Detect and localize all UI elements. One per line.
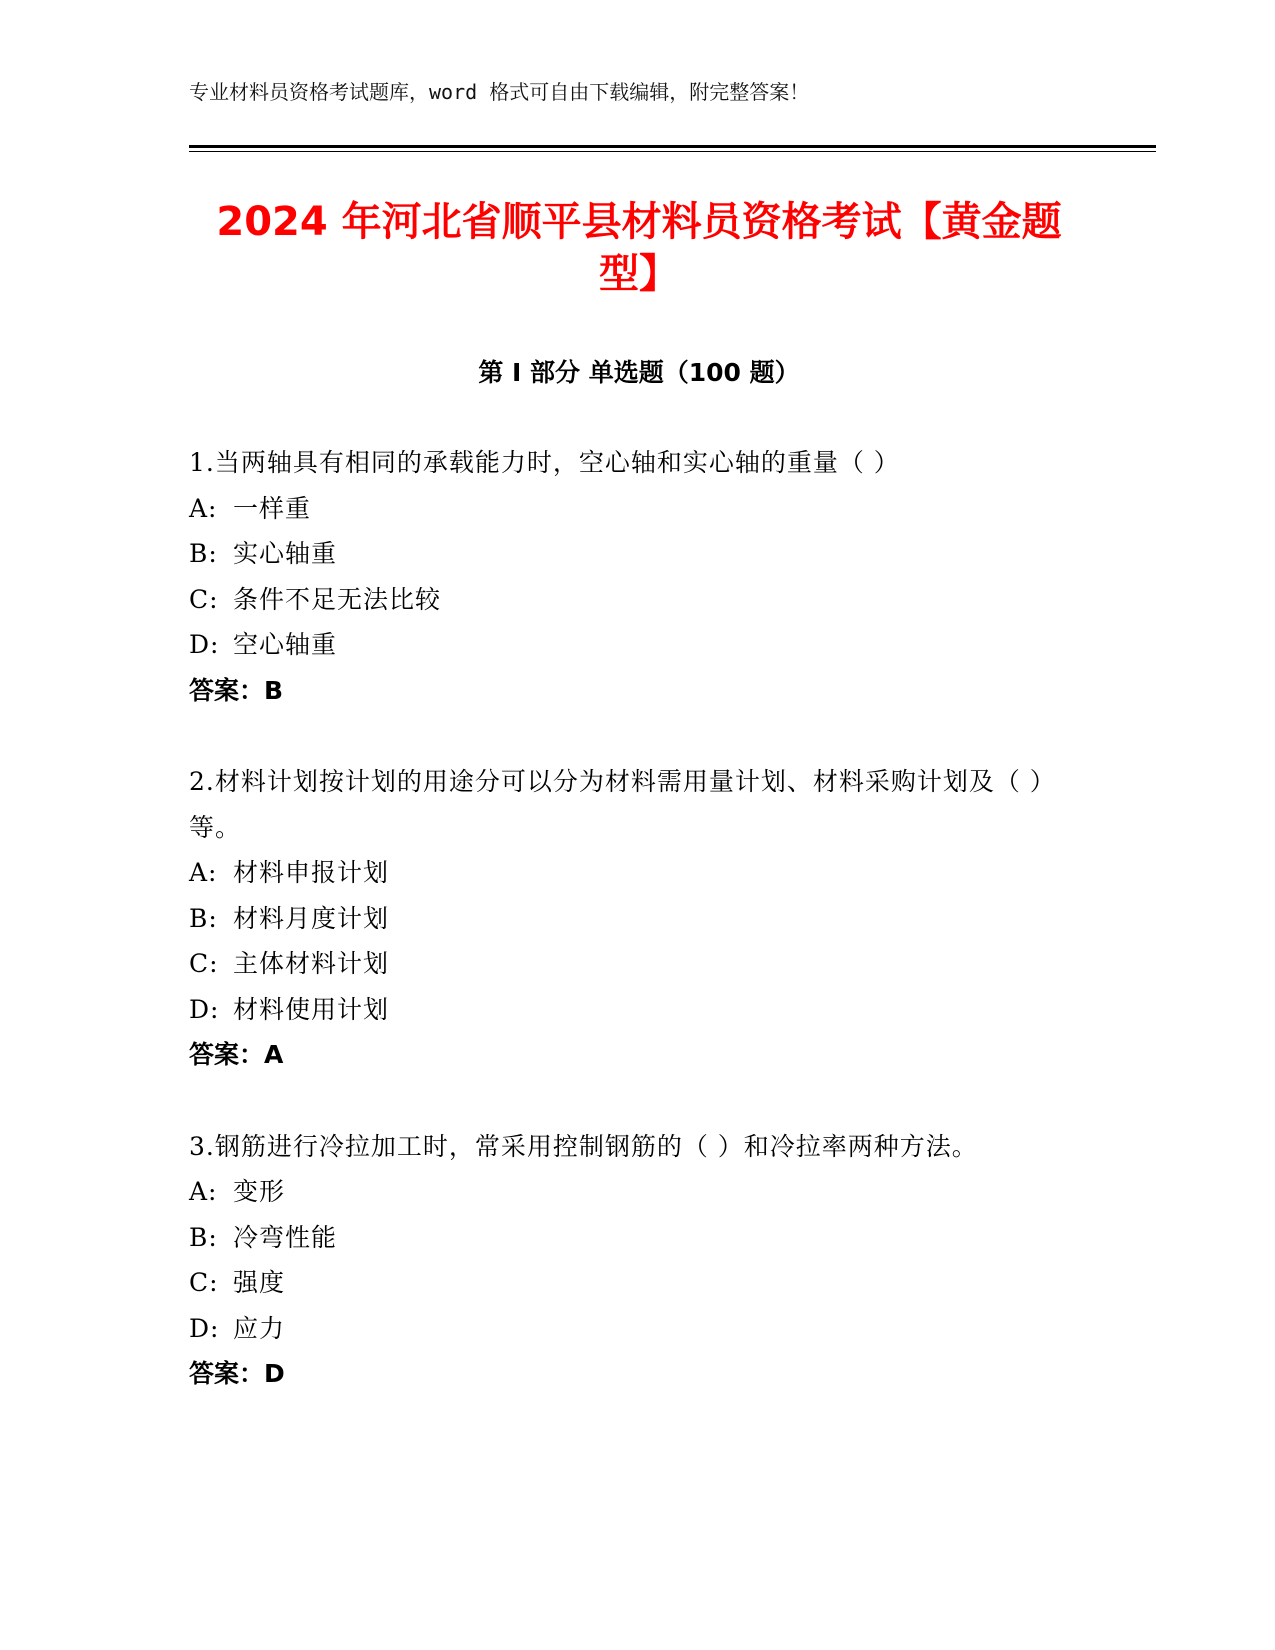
option-a	[189, 486, 1069, 532]
option-letter: B:	[189, 539, 218, 568]
section-title: 第 I 部分 单选题（100 题）	[478, 358, 800, 387]
option-text: 材料使用计划	[233, 994, 390, 1024]
answer-label: 答案：	[189, 1040, 265, 1069]
option-letter: B:	[189, 903, 218, 933]
option-letter: D:	[189, 1313, 220, 1343]
option-letter: B:	[189, 1222, 218, 1252]
option-a	[189, 850, 1069, 896]
option-letter: D:	[189, 630, 220, 659]
header-rule-thin	[189, 151, 1156, 152]
option-text: 材料申报计划	[233, 858, 390, 887]
document-title: 2024 年河北省顺平县材料员资格考试【黄金题型】	[216, 199, 1062, 297]
option-a	[189, 1169, 1069, 1215]
option-text: 变形	[233, 1177, 286, 1206]
question-2	[189, 759, 1069, 1078]
option-c	[189, 941, 1069, 987]
option-b	[189, 1215, 1069, 1261]
answer-line	[189, 1032, 1069, 1078]
header-rule-thick	[189, 145, 1156, 148]
question-stem: 3.钢筋进行冷拉加工时，常采用控制钢筋的（ ）和冷拉率两种方法。	[189, 1131, 978, 1161]
option-b	[189, 531, 1069, 577]
option-text: 冷弯性能	[233, 1222, 338, 1252]
option-letter: A:	[189, 493, 218, 523]
option-text: 空心轴重	[233, 630, 338, 659]
option-c	[189, 1260, 1069, 1306]
question-stem: 1.当两轴具有相同的承载能力时，空心轴和实心轴的重量（ ）	[189, 448, 900, 477]
option-d	[189, 622, 1069, 668]
question-1	[189, 440, 1069, 713]
option-letter: A:	[189, 1177, 218, 1206]
option-text: 条件不足无法比较	[233, 584, 442, 614]
question-stem: 2.材料计划按计划的用途分可以分为材料需用量计划、材料采购计划及（ ）等。	[189, 767, 1056, 842]
option-text: 实心轴重	[233, 539, 338, 568]
option-text: 一样重	[233, 493, 312, 523]
answer-value: A	[264, 1040, 284, 1069]
header-note: 专业材料员资格考试题库，word 格式可自由下载编辑，附完整答案！	[189, 80, 810, 104]
option-c	[189, 577, 1069, 623]
option-text: 强度	[233, 1268, 286, 1297]
answer-line	[189, 668, 1069, 714]
answer-value: B	[264, 675, 284, 705]
answer-label: 答案：	[189, 1359, 265, 1388]
option-text: 材料月度计划	[233, 903, 390, 933]
option-d	[189, 987, 1069, 1033]
option-b	[189, 896, 1069, 942]
option-letter: C:	[189, 1268, 219, 1297]
answer-value: D	[264, 1359, 285, 1388]
answer-label: 答案：	[189, 675, 265, 705]
question-list	[189, 440, 1069, 1443]
option-text: 应力	[233, 1313, 286, 1343]
option-text: 主体材料计划	[233, 949, 390, 978]
option-letter: C:	[189, 584, 219, 614]
option-d	[189, 1306, 1069, 1352]
answer-line	[189, 1351, 1069, 1397]
option-letter: C:	[189, 949, 219, 978]
question-3	[189, 1124, 1069, 1397]
option-letter: D:	[189, 994, 220, 1024]
option-letter: A:	[189, 858, 218, 887]
